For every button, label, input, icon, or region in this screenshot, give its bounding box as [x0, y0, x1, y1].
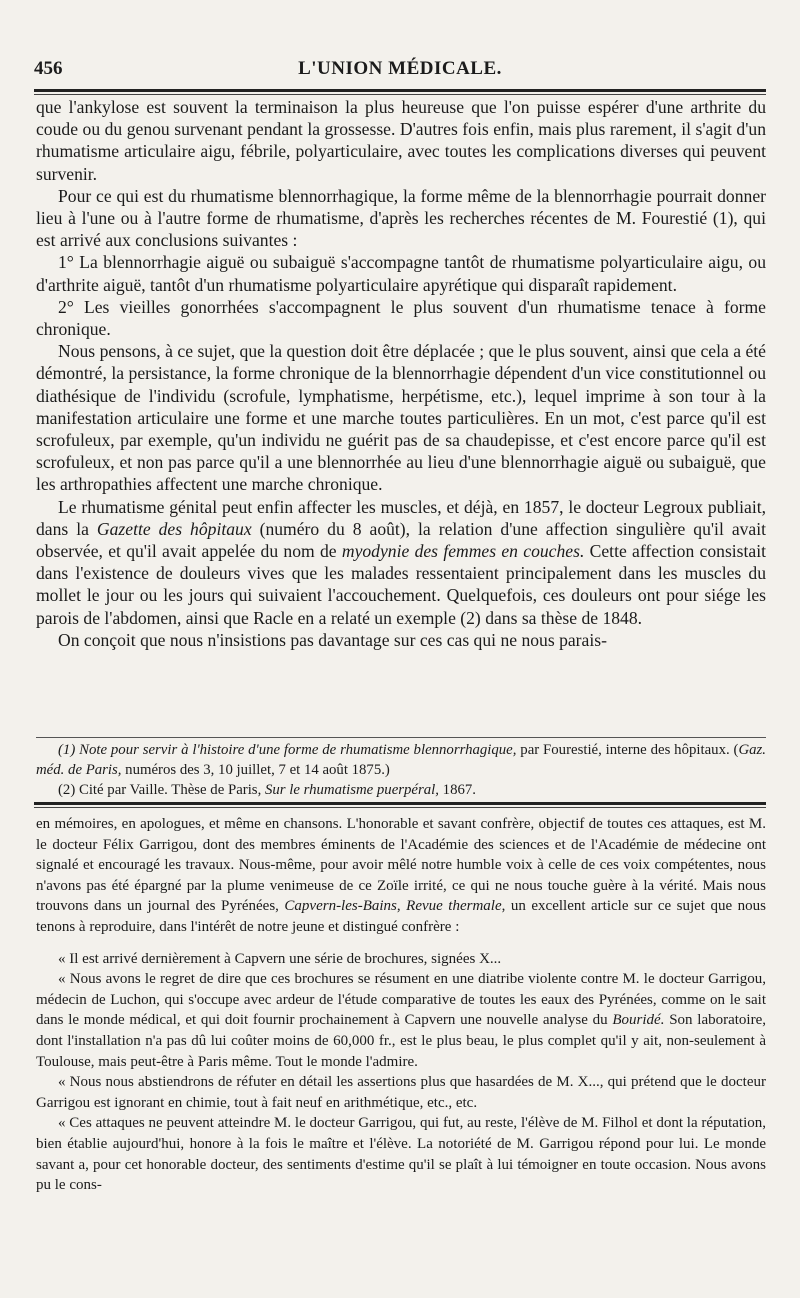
- page-number: 456: [34, 58, 63, 79]
- article-body: [36, 96, 766, 651]
- paragraph-3: 1° La blennorrhagie aiguë ou subaiguë s'accompagne tantôt de rhumatisme polyarticulaire aigu, ou d'arthrite aiguë, tantôt d'un rhumatisme polyarticulaire apyrétique qui disparaît rapidement.: [36, 252, 766, 295]
- feuilleton-1-text-a: en mémoires, en apologues, et même en chansons. L'honorable et savant confrère, objectif de toutes ces attaques, est M. le docteur Félix Garrigou, dont des membres éminents de l'Académie des sciences et de l'Académie de médecine ont signalé et encouragé les travaux. Nous-même, pour avoir mêlé notre humble voix à celle de ces voix compétentes, nous n'avons pas été épargné par la plume venimeuse de ce Zoïle irrité, ce qui ne nous touche guère à la vérité. Mais nous trouvons dans un journal des Pyrénées,: [36, 816, 766, 915]
- feuilleton-1-text-c: , un excellent article sur ce sujet que nous tenons à reproduire, dans l'intérêt de notre jeune et distingué confrère :: [36, 898, 766, 935]
- paragraph-6-text-a: Le rhumatisme génital peut enfin affecter les muscles, et déjà, en 1857, le docteur Legroux publiait, dans la: [36, 496, 766, 539]
- feuilleton: [36, 814, 766, 1196]
- feuilleton-paragraph-5: « Ces attaques ne peuvent atteindre M. le docteur Garrigou, qui fut, au reste, l'élève de M. Filhol et dont la réputation, bien établie aujourd'hui, honore à la fois le maître et l'élève. La notoriété de M. Garrigou répond pour lui. Le monde savant a, pour cet honorable docteur, des sentiments d'estime qu'il se plaît à lui témoigner en toute occasion. Nous avons pu le cons-: [36, 1115, 766, 1194]
- feuilleton-3-text-b: Son laboratoire, dont l'installation n'a pas dû lui coûter moins de 60,000 fr., est le plus beau, le plus complet qu'il y ait, non-seulement à Toulouse, mais peut-être à Paris même. Tout le monde l'admire.: [36, 1012, 766, 1070]
- feuilleton-1-text-b: ,: [396, 898, 407, 915]
- paragraph-7: On conçoit que nous n'insistions pas davantage sur ces cas qui ne nous parais-: [58, 629, 607, 650]
- footnote-1-italic-2: Gaz. méd. de Paris,: [36, 742, 766, 778]
- paragraph-5: Nous pensons, à ce sujet, que la question doit être déplacée ; que le plus souvent, ainsi que cela a été démontré, la persistance, la forme chronique de la blennorrhagie dépendent d'un vice constitutionnel ou diathésique de l'individu (scrofule, lymphatisme, herpétisme, etc.), lequel imprime à son tour à la manifestation articulaire une forme et une marche toutes particulières. En un mot, c'est parce qu'il est scrofuleux, par exemple, qu'un individu ne guérit pas de sa chaudepisse, et c'est encore parce qu'il est scrofuleux, et non pas parce qu'il a une blennorrhée au lieu d'une blennorrhagie aiguë ou subaiguë, que les arthropathies affectent une marche chronique.: [36, 341, 766, 495]
- footnote-rule: [36, 737, 766, 738]
- footnote-1-italic: (1) Note pour servir à l'histoire d'une forme de rhumatisme blennorrhagique,: [58, 742, 517, 758]
- footnote-2-text-b: 1867.: [438, 782, 476, 799]
- paragraph-6-text-c: Cette affection consistait dans l'existence de douleurs vives que les malades ressentaient principalement dans les muscles du mollet le jour ou les jours qui suivaient l'accouchement. Quelquefois, ces douleurs ont pour siége les parois de l'abdomen, ainsi que Racle en a relaté un exemple (2) dans sa thèse de 1848.: [36, 541, 767, 628]
- paragraph-6-text-b: (numéro du 8 août), la relation d'une affection singulière qu'il avait observée, et qu'il avait appelée du nom de: [36, 518, 767, 562]
- feuilleton-rule-thin: [34, 807, 766, 808]
- feuilleton-paragraph-4: « Nous nous abstiendrons de réfuter en détail les assertions plus que hasardées de M. X..., qui prétend que le docteur Garrigou est ignorant en chimie, tout à fait neuf en arithmétique, etc., etc.: [36, 1074, 766, 1111]
- paragraph-4: 2° Les vieilles gonorrhées s'accompagnent le plus souvent d'un rhumatisme tenace à forme chronique.: [36, 296, 766, 340]
- feuilleton-3-text-a: « Nous avons le regret de dire que ces brochures se résument en une diatribe violente contre M. le docteur Garrigou, médecin de Luchon, qui s'occupe avec ardeur de l'étude comparative de toutes les eaux des Pyrénées, comme on le sait dans le monde médical, et qui doit fournir prochainement à Capvern une nouvelle analyse du: [36, 971, 766, 1029]
- feuilleton-1-italic-1: Capvern-les-Bains: [284, 898, 397, 915]
- feuilleton-rule: [34, 802, 766, 805]
- paragraph-6-italic-1: Gazette des hôpitaux: [96, 518, 252, 539]
- header-rule: [34, 89, 766, 92]
- feuilleton-1-italic-2: Revue thermale: [406, 898, 502, 915]
- feuilleton-3-italic: Bouridé.: [612, 1012, 665, 1029]
- paragraph-1: que l'ankylose est souvent la terminaison la plus heureuse que l'on puisse espérer d'une arthrite du coude ou du genou survenant pendant la grossesse. D'autres fois enfin, mais plus rarement, il s'agit d'un rhumatisme articulaire aigu, fébrile, polyarticulaire, avec toutes les complications diverses qui peuvent survenir.: [36, 97, 766, 184]
- page-header: [34, 54, 766, 84]
- feuilleton-paragraph-2: « Il est arrivé dernièrement à Capvern une série de brochures, signées X...: [58, 950, 502, 967]
- paragraph-6-italic-2: myodynie des femmes en couches.: [341, 541, 585, 562]
- header-rule-thin: [34, 94, 766, 95]
- journal-title: L'UNION MÉDICALE.: [298, 58, 502, 79]
- paragraph-6: [36, 496, 766, 629]
- footnotes: [36, 741, 766, 802]
- footnote-2-text-a: (2) Cité par Vaille. Thèse de Paris,: [58, 782, 265, 799]
- footnote-1: [36, 741, 766, 780]
- paragraph-2: Pour ce qui est du rhumatisme blennorrhagique, la forme même de la blennorrhagie pourrait donner lieu à l'une ou à l'autre forme de rhumatisme, d'après les recherches récentes de M. Fourestié (1), qui est arrivé aux conclusions suivantes :: [36, 185, 766, 251]
- feuilleton-paragraph-1: [36, 814, 766, 938]
- footnote-1-text-a: par Fourestié, interne des hôpitaux. (: [516, 742, 739, 758]
- footnote-2: [36, 781, 766, 801]
- feuilleton-paragraph-3: [36, 969, 766, 1072]
- footnote-2-italic: Sur le rhumatisme puerpéral,: [264, 782, 439, 799]
- footnote-1-text-b: numéros des 3, 10 juillet, 7 et 14 août 1875.): [121, 761, 390, 778]
